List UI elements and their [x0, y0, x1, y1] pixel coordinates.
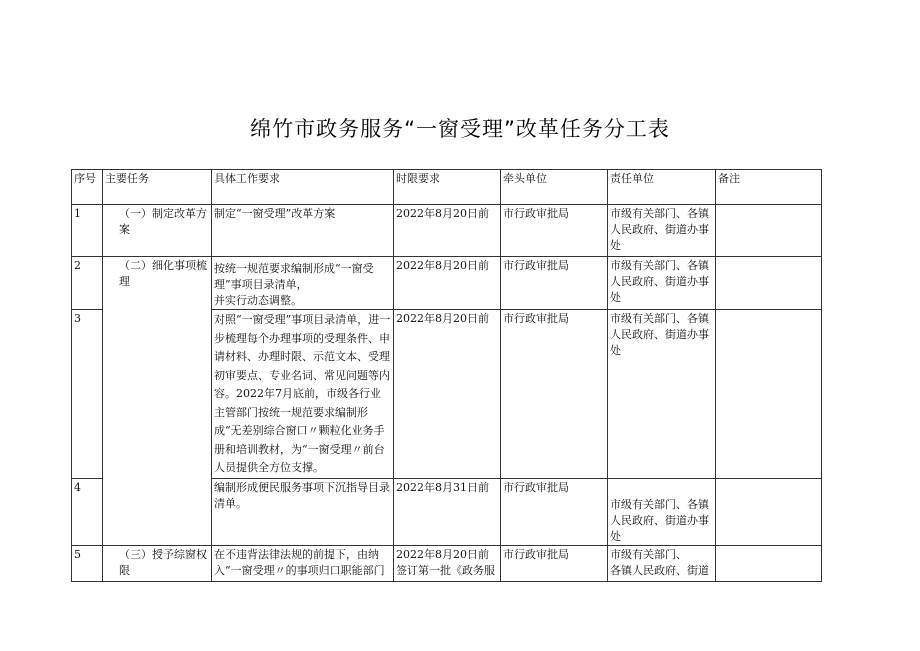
cell-note [716, 257, 822, 310]
cell-seq: 3 [72, 310, 103, 479]
cell-note [716, 310, 822, 479]
task-label: （三）授予综窗权限 [119, 547, 207, 577]
task-table [71, 169, 822, 582]
cell-deadline: 2022年8月31日前 [394, 478, 501, 545]
cell-seq: 5 [72, 545, 103, 581]
cell-requirement: 在不违背法律法规的前提下，由纳入“一窗受理〃的事项归口职能部门 [212, 545, 394, 581]
cell-deadline: 2022年8月20日前 [394, 205, 501, 257]
header-lead: 牵头单位 [501, 170, 608, 205]
cell-note [716, 205, 822, 257]
cell-note [716, 478, 822, 545]
cell-responsible: 市级有关部门、 各镇人民政府、街道 [608, 545, 716, 581]
cell-requirement: 编制形成便民服务事项下沉指导目录清单。 [212, 478, 394, 545]
cell-responsible: 市级有关部门、各镇人民政府、街道办事处 [608, 478, 716, 545]
header-responsible: 责任单位 [608, 170, 716, 205]
header-task: 主要任务 [103, 170, 212, 205]
cell-task [103, 545, 212, 581]
cell-seq: 2 [72, 257, 103, 310]
cell-deadline: 2022年8月20日前 [394, 257, 501, 310]
cell-note [716, 545, 822, 581]
cell-responsible: 市级有关部门、各镇人民政府、街道办事处 [608, 257, 716, 310]
cell-deadline: 2022年8月20日前签订第一批《政务服 [394, 545, 501, 581]
header-note: 备注 [716, 170, 822, 205]
cell-lead: 市行政审批局 [501, 545, 608, 581]
cell-lead: 市行政审批局 [501, 478, 608, 545]
cell-requirement: 按统一规范要求编制形成“一窗受理”事项目录清单， 并实行动态调整。 [212, 257, 394, 310]
cell-responsible: 市级有关部门、各镇人民政府、街道办事处 [608, 310, 716, 479]
header-requirement: 具体工作要求 [212, 170, 394, 205]
cell-task [103, 205, 212, 257]
cell-lead: 市行政审批局 [501, 205, 608, 257]
cell-lead: 市行政审批局 [501, 257, 608, 310]
table-row [72, 205, 822, 257]
table-row [72, 257, 822, 310]
cell-responsible: 市级有关部门、各镇人民政府、街道办事处 [608, 205, 716, 257]
cell-requirement: 制定“一窗受理”改革方案 [212, 205, 394, 257]
task-label: （一）制定改革方案 [119, 207, 207, 236]
cell-lead: 市行政审批局 [501, 310, 608, 479]
cell-requirement: 对照“一窗受理”事项目录清单，进一步梳理每个办理事项的受理条件、申请材料、办理时限、示范文本、受理初审要点、专业名词、常见问题等内容。2022年7月底前，市级各行业主管部门按统一规范要求编制形成“无差别综合窗口〃颗粒化业务手册和培训教材，为“一窗受理〃前台人员提供全方位支撑。 [212, 310, 394, 479]
table-row [72, 545, 822, 581]
table-header-row [72, 170, 822, 205]
cell-task [103, 257, 212, 546]
task-label: （二）细化事项梳理 [119, 259, 207, 288]
header-seq: 序号 [72, 170, 103, 205]
cell-seq: 4 [72, 478, 103, 545]
page-title: 绵竹市政务服务“一窗受理”改革任务分工表 [250, 117, 670, 141]
cell-seq: 1 [72, 205, 103, 257]
cell-deadline: 2022年8月20日前 [394, 310, 501, 479]
header-deadline: 时限要求 [394, 170, 501, 205]
